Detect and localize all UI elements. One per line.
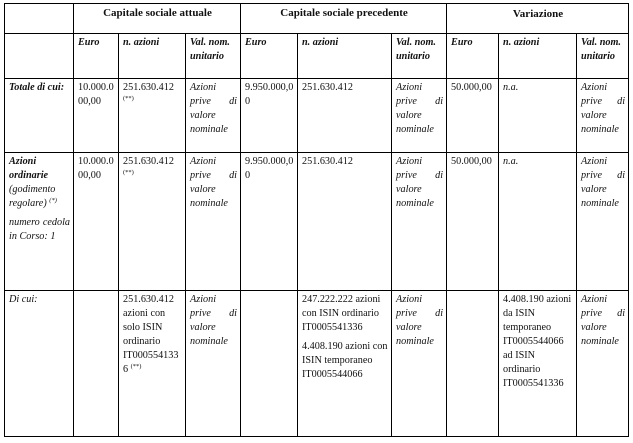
cell-previous-unit-value: Azioni prive di valore nominale — [392, 79, 447, 153]
cell-current-euro: 10.000.000,00 — [74, 153, 119, 291]
cell-previous-unit-value: Azioni prive di valore nominale — [392, 291, 447, 437]
cell-previous-shares: 251.630.412 — [298, 153, 392, 291]
cell-previous-euro: 9.950.000,00 — [241, 153, 298, 291]
table-header-columns — [5, 34, 629, 79]
footnote-marker: (**) — [123, 169, 134, 176]
col-variation-euro: Euro — [447, 34, 499, 79]
previous-shares-temporary: 4.408.190 azioni con ISIN temporaneo IT0005544066 — [302, 341, 388, 380]
shares-value: 251.630.412 — [123, 82, 174, 93]
col-variation-unit-value: Val. nom. unitario — [577, 34, 629, 79]
empty-corner-cell — [5, 4, 74, 34]
row-label-bold: Azioni ordinarie — [9, 156, 49, 181]
empty-label-cell — [5, 34, 74, 79]
table-row-di-cui — [5, 291, 629, 437]
cell-variation-euro: 50.000,00 — [447, 79, 499, 153]
previous-shares-ordinary: 247.222.222 azioni con ISIN ordinario IT0005541336 — [302, 294, 381, 333]
cell-variation-euro-empty — [447, 291, 499, 437]
col-current-shares: n. azioni — [119, 34, 186, 79]
cell-current-euro-empty — [74, 291, 119, 437]
cell-previous-shares — [298, 291, 392, 437]
col-previous-unit-value: Val. nom. unitario — [392, 34, 447, 79]
row-label-coupon: numero cedola in Corso: 1 — [9, 217, 70, 242]
cell-variation-unit-value: Azioni prive di valore nominale — [577, 79, 629, 153]
col-previous-shares: n. azioni — [298, 34, 392, 79]
cell-variation-shares: n.a. — [499, 153, 577, 291]
footnote-marker: (*) — [49, 197, 57, 204]
cell-current-shares — [119, 153, 186, 291]
cell-previous-euro: 9.950.000,00 — [241, 79, 298, 153]
cell-current-unit-value: Azioni prive di valore nominale — [186, 153, 241, 291]
cell-current-shares — [119, 79, 186, 153]
cell-current-euro: 10.000.000,00 — [74, 79, 119, 153]
cell-current-shares — [119, 291, 186, 437]
cell-current-unit-value: Azioni prive di valore nominale — [186, 79, 241, 153]
cell-previous-unit-value: Azioni prive di valore nominale — [392, 153, 447, 291]
col-current-unit-value: Val. nom. unitario — [186, 34, 241, 79]
footnote-marker: (**) — [130, 363, 142, 370]
cell-variation-euro: 50.000,00 — [447, 153, 499, 291]
row-label-azioni-ordinarie — [5, 153, 74, 291]
cell-previous-euro-empty — [241, 291, 298, 437]
header-current-capital: Capitale sociale attuale — [74, 4, 241, 34]
table-row-azioni-ordinarie — [5, 153, 629, 291]
shares-value: 251.630.412 azioni con solo ISIN ordinario IT0005541336 — [123, 294, 179, 375]
col-current-euro: Euro — [74, 34, 119, 79]
shares-value: 251.630.412 — [123, 156, 174, 167]
cell-variation-shares: n.a. — [499, 79, 577, 153]
col-previous-euro: Euro — [241, 34, 298, 79]
row-label-di-cui: Di cui: — [5, 291, 74, 437]
cell-previous-shares: 251.630.412 — [298, 79, 392, 153]
col-variation-shares: n. azioni — [499, 34, 577, 79]
share-capital-document — [4, 3, 629, 437]
header-previous-capital: Capitale sociale precedente — [241, 4, 447, 34]
table-row-totale — [5, 79, 629, 153]
row-label-totale: Totale di cui: — [5, 79, 74, 153]
cell-variation-unit-value: Azioni prive di valore nominale — [577, 291, 629, 437]
table-header-groups — [5, 4, 629, 34]
row-label-dividend: (godimento regolare) — [9, 184, 56, 209]
cell-variation-shares: 4.408.190 azioni da ISIN temporaneo IT0005544066 ad ISIN ordinario IT0005541336 — [499, 291, 577, 437]
header-variation: Variazione — [447, 4, 629, 34]
cell-current-unit-value: Azioni prive di valore nominale — [186, 291, 241, 437]
footnote-marker: (**) — [123, 95, 134, 102]
cell-variation-unit-value: Azioni prive di valore nominale — [577, 153, 629, 291]
share-capital-table — [4, 3, 629, 437]
